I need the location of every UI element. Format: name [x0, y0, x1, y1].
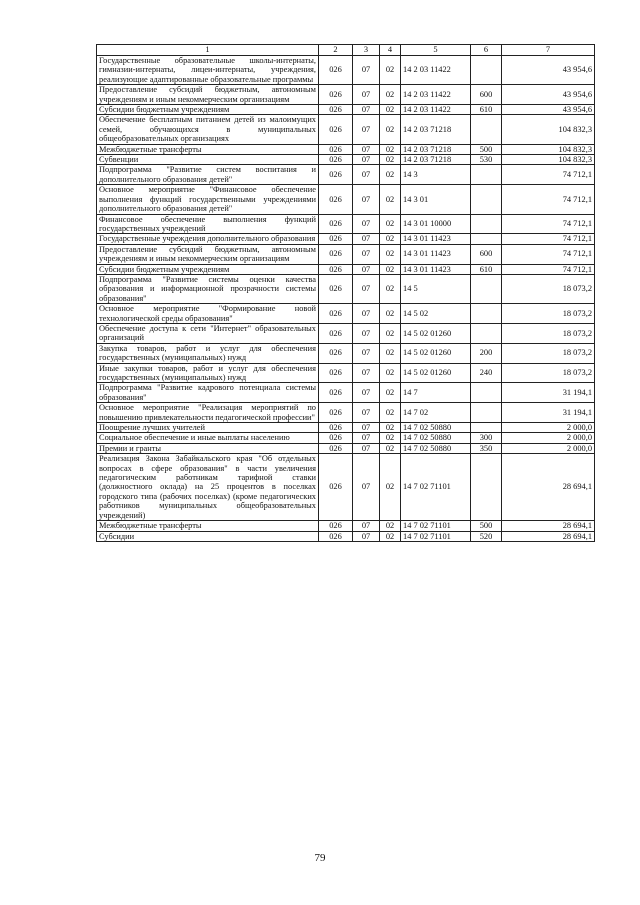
target-article-cell: 14 7 02 50880 [401, 443, 471, 453]
target-article-cell: 14 3 01 11423 [401, 244, 471, 264]
section-code-cell: 07 [353, 363, 380, 383]
target-article-cell: 14 5 02 01260 [401, 363, 471, 383]
subsection-code-cell: 02 [380, 115, 401, 144]
section-code-cell: 07 [353, 274, 380, 303]
target-article-cell: 14 7 [401, 383, 471, 403]
target-article-cell: 14 2 03 11422 [401, 56, 471, 85]
section-code-cell: 07 [353, 383, 380, 403]
ministry-code-cell: 026 [319, 343, 353, 363]
row-name-cell: Иные закупки товаров, работ и услуг для обеспечения государственных (муниципальных) нужд [97, 363, 319, 383]
row-name-cell: Основное мероприятие "Реализация мероприятий по повышению привлекательности педагогической профессии" [97, 403, 319, 423]
ministry-code-cell: 026 [319, 214, 353, 234]
amount-cell: 74 712,1 [502, 185, 595, 214]
amount-cell: 18 073,2 [502, 304, 595, 324]
section-code-cell: 07 [353, 403, 380, 423]
section-code-cell: 07 [353, 323, 380, 343]
ministry-code-cell: 026 [319, 234, 353, 244]
ministry-code-cell: 026 [319, 274, 353, 303]
table-row [97, 423, 595, 433]
ministry-code-cell: 026 [319, 155, 353, 165]
table-body [97, 56, 595, 542]
page-number: 79 [314, 852, 326, 864]
amount-cell: 43 954,6 [502, 85, 595, 105]
section-code-cell: 07 [353, 144, 380, 154]
subsection-code-cell: 02 [380, 274, 401, 303]
amount-cell: 2 000,0 [502, 433, 595, 443]
table-row [97, 244, 595, 264]
subsection-code-cell: 02 [380, 531, 401, 541]
subsection-code-cell: 02 [380, 264, 401, 274]
subsection-code-cell: 02 [380, 433, 401, 443]
ministry-code-cell: 026 [319, 531, 353, 541]
subsection-code-cell: 02 [380, 423, 401, 433]
section-code-cell: 07 [353, 423, 380, 433]
expense-type-cell: 530 [471, 155, 502, 165]
target-article-cell: 14 2 03 71218 [401, 115, 471, 144]
amount-cell: 31 194,1 [502, 383, 595, 403]
target-article-cell: 14 3 01 10000 [401, 214, 471, 234]
subsection-code-cell: 02 [380, 56, 401, 85]
subsection-code-cell: 02 [380, 185, 401, 214]
target-article-cell: 14 2 03 11422 [401, 105, 471, 115]
expense-type-cell: 350 [471, 443, 502, 453]
target-article-cell: 14 3 01 11423 [401, 234, 471, 244]
amount-cell: 2 000,0 [502, 423, 595, 433]
row-name-cell: Субвенции [97, 155, 319, 165]
table-row [97, 85, 595, 105]
amount-cell: 31 194,1 [502, 403, 595, 423]
target-article-cell: 14 3 01 [401, 185, 471, 214]
expense-type-cell [471, 214, 502, 234]
expense-type-cell [471, 423, 502, 433]
row-name-cell: Подпрограмма "Развитие кадрового потенциала системы образования" [97, 383, 319, 403]
amount-cell: 43 954,6 [502, 105, 595, 115]
target-article-cell: 14 2 03 11422 [401, 85, 471, 105]
subsection-code-cell: 02 [380, 244, 401, 264]
target-article-cell: 14 7 02 50880 [401, 433, 471, 443]
subsection-code-cell: 02 [380, 85, 401, 105]
row-name-cell: Подпрограмма "Развитие системы оценки качества образования и информационной прозрачности системы образования" [97, 274, 319, 303]
section-code-cell: 07 [353, 304, 380, 324]
subsection-code-cell: 02 [380, 343, 401, 363]
expense-type-cell [471, 185, 502, 214]
expense-type-cell: 200 [471, 343, 502, 363]
expense-type-cell: 240 [471, 363, 502, 383]
ministry-code-cell: 026 [319, 264, 353, 274]
subsection-code-cell: 02 [380, 323, 401, 343]
expense-type-cell: 610 [471, 264, 502, 274]
expense-type-cell: 600 [471, 85, 502, 105]
expense-type-cell [471, 56, 502, 85]
table-row [97, 56, 595, 85]
section-code-cell: 07 [353, 185, 380, 214]
target-article-cell: 14 5 02 01260 [401, 343, 471, 363]
section-code-cell: 07 [353, 521, 380, 531]
expense-type-cell: 610 [471, 105, 502, 115]
target-article-cell: 14 2 03 71218 [401, 144, 471, 154]
row-name-cell: Социальное обеспечение и иные выплаты населению [97, 433, 319, 443]
section-code-cell: 07 [353, 234, 380, 244]
ministry-code-cell: 026 [319, 521, 353, 531]
ministry-code-cell: 026 [319, 383, 353, 403]
section-code-cell: 07 [353, 264, 380, 274]
table-row [97, 433, 595, 443]
row-name-cell: Реализация Закона Забайкальского края "Об отдельных вопросах в сфере образования" в части увеличения педагогическим работникам тарифной ставки (должностного оклада) на 25 процентов в поселках городского типа (рабочих поселках) (кроме педагогических работников муниципальных общеобразовательных учреждений) [97, 454, 319, 521]
ministry-code-cell: 026 [319, 85, 353, 105]
expense-type-cell: 520 [471, 531, 502, 541]
amount-cell: 43 954,6 [502, 56, 595, 85]
expense-type-cell: 300 [471, 433, 502, 443]
section-code-cell: 07 [353, 244, 380, 264]
table-row [97, 214, 595, 234]
row-name-cell: Субсидии бюджетным учреждениям [97, 105, 319, 115]
target-article-cell: 14 5 02 01260 [401, 323, 471, 343]
column-header-5: 5 [401, 45, 471, 56]
row-name-cell: Премии и гранты [97, 443, 319, 453]
budget-table [96, 44, 595, 542]
expense-type-cell: 500 [471, 521, 502, 531]
ministry-code-cell: 026 [319, 165, 353, 185]
amount-cell: 74 712,1 [502, 244, 595, 264]
expense-type-cell: 600 [471, 244, 502, 264]
table-row [97, 144, 595, 154]
section-code-cell: 07 [353, 531, 380, 541]
expense-type-cell [471, 323, 502, 343]
ministry-code-cell: 026 [319, 115, 353, 144]
ministry-code-cell: 026 [319, 403, 353, 423]
table-row [97, 304, 595, 324]
expense-type-cell [471, 165, 502, 185]
ministry-code-cell: 026 [319, 144, 353, 154]
target-article-cell: 14 7 02 71101 [401, 531, 471, 541]
subsection-code-cell: 02 [380, 105, 401, 115]
section-code-cell: 07 [353, 165, 380, 185]
expense-type-cell [471, 454, 502, 521]
amount-cell: 18 073,2 [502, 343, 595, 363]
ministry-code-cell: 026 [319, 443, 353, 453]
expense-type-cell [471, 383, 502, 403]
amount-cell: 74 712,1 [502, 264, 595, 274]
table-row [97, 343, 595, 363]
row-name-cell: Обеспечение доступа к сети "Интернет" образовательных организаций [97, 323, 319, 343]
target-article-cell: 14 5 [401, 274, 471, 303]
section-code-cell: 07 [353, 105, 380, 115]
table-row [97, 234, 595, 244]
table-row [97, 454, 595, 521]
row-name-cell: Государственные образовательные школы-интернаты, гимназии-интернаты, лицеи-интернаты, учреждения, реализующие адаптированные образовательные программы [97, 56, 319, 85]
subsection-code-cell: 02 [380, 304, 401, 324]
section-code-cell: 07 [353, 343, 380, 363]
section-code-cell: 07 [353, 443, 380, 453]
ministry-code-cell: 026 [319, 363, 353, 383]
ministry-code-cell: 026 [319, 185, 353, 214]
target-article-cell: 14 7 02 [401, 403, 471, 423]
ministry-code-cell: 026 [319, 454, 353, 521]
section-code-cell: 07 [353, 85, 380, 105]
column-header-7: 7 [502, 45, 595, 56]
amount-cell: 18 073,2 [502, 323, 595, 343]
amount-cell: 74 712,1 [502, 214, 595, 234]
target-article-cell: 14 5 02 [401, 304, 471, 324]
subsection-code-cell: 02 [380, 383, 401, 403]
row-name-cell: Обеспечение бесплатным питанием детей из малоимущих семей, обучающихся в муниципальных общеобразовательных организациях [97, 115, 319, 144]
amount-cell: 28 694,1 [502, 531, 595, 541]
header-row [97, 45, 595, 56]
section-code-cell: 07 [353, 155, 380, 165]
table-row [97, 185, 595, 214]
expense-type-cell [471, 304, 502, 324]
expense-type-cell [471, 234, 502, 244]
table-row [97, 105, 595, 115]
amount-cell: 2 000,0 [502, 443, 595, 453]
table-row [97, 383, 595, 403]
expense-type-cell [471, 274, 502, 303]
ministry-code-cell: 026 [319, 105, 353, 115]
row-name-cell: Предоставление субсидий бюджетным, автономным учреждениям и иным некоммерческим организациям [97, 85, 319, 105]
ministry-code-cell: 026 [319, 433, 353, 443]
table-row [97, 531, 595, 541]
table-row [97, 274, 595, 303]
subsection-code-cell: 02 [380, 144, 401, 154]
row-name-cell: Поощрение лучших учителей [97, 423, 319, 433]
subsection-code-cell: 02 [380, 214, 401, 234]
row-name-cell: Подпрограмма "Развитие систем воспитания и дополнительного образования детей" [97, 165, 319, 185]
table-row [97, 115, 595, 144]
expense-type-cell [471, 403, 502, 423]
row-name-cell: Предоставление субсидий бюджетным, автономным учреждениям и иным некоммерческим организациям [97, 244, 319, 264]
ministry-code-cell: 026 [319, 56, 353, 85]
column-header-4: 4 [380, 45, 401, 56]
target-article-cell: 14 7 02 71101 [401, 521, 471, 531]
target-article-cell: 14 3 01 11423 [401, 264, 471, 274]
table-row [97, 443, 595, 453]
ministry-code-cell: 026 [319, 304, 353, 324]
subsection-code-cell: 02 [380, 234, 401, 244]
amount-cell: 104 832,3 [502, 115, 595, 144]
table-row [97, 403, 595, 423]
ministry-code-cell: 026 [319, 323, 353, 343]
row-name-cell: Межбюджетные трансферты [97, 521, 319, 531]
amount-cell: 28 694,1 [502, 454, 595, 521]
target-article-cell: 14 7 02 71101 [401, 454, 471, 521]
amount-cell: 18 073,2 [502, 363, 595, 383]
row-name-cell: Основное мероприятие "Финансовое обеспечение выполнения функций государственными учреждениями дополнительного образования детей" [97, 185, 319, 214]
subsection-code-cell: 02 [380, 403, 401, 423]
amount-cell: 18 073,2 [502, 274, 595, 303]
row-name-cell: Закупка товаров, работ и услуг для обеспечения государственных (муниципальных) нужд [97, 343, 319, 363]
amount-cell: 74 712,1 [502, 234, 595, 244]
subsection-code-cell: 02 [380, 155, 401, 165]
expense-type-cell [471, 115, 502, 144]
amount-cell: 104 832,3 [502, 144, 595, 154]
expense-type-cell: 500 [471, 144, 502, 154]
subsection-code-cell: 02 [380, 363, 401, 383]
target-article-cell: 14 7 02 50880 [401, 423, 471, 433]
table-row [97, 363, 595, 383]
amount-cell: 74 712,1 [502, 165, 595, 185]
table-row [97, 521, 595, 531]
ministry-code-cell: 026 [319, 423, 353, 433]
row-name-cell: Субсидии бюджетным учреждениям [97, 264, 319, 274]
table-row [97, 165, 595, 185]
column-header-2: 2 [319, 45, 353, 56]
row-name-cell: Государственные учреждения дополнительного образования [97, 234, 319, 244]
table-row [97, 155, 595, 165]
row-name-cell: Финансовое обеспечение выполнения функций государственных учреждений [97, 214, 319, 234]
ministry-code-cell: 026 [319, 244, 353, 264]
table-row [97, 264, 595, 274]
section-code-cell: 07 [353, 454, 380, 521]
target-article-cell: 14 2 03 71218 [401, 155, 471, 165]
section-code-cell: 07 [353, 214, 380, 234]
section-code-cell: 07 [353, 56, 380, 85]
table-row [97, 323, 595, 343]
row-name-cell: Основное мероприятие "Формирование новой технологической среды образования" [97, 304, 319, 324]
target-article-cell: 14 3 [401, 165, 471, 185]
section-code-cell: 07 [353, 433, 380, 443]
amount-cell: 104 832,3 [502, 155, 595, 165]
subsection-code-cell: 02 [380, 454, 401, 521]
column-header-3: 3 [353, 45, 380, 56]
subsection-code-cell: 02 [380, 443, 401, 453]
column-header-6: 6 [471, 45, 502, 56]
row-name-cell: Субсидии [97, 531, 319, 541]
subsection-code-cell: 02 [380, 165, 401, 185]
section-code-cell: 07 [353, 115, 380, 144]
amount-cell: 28 694,1 [502, 521, 595, 531]
row-name-cell: Межбюджетные трансферты [97, 144, 319, 154]
subsection-code-cell: 02 [380, 521, 401, 531]
column-header-1: 1 [97, 45, 319, 56]
